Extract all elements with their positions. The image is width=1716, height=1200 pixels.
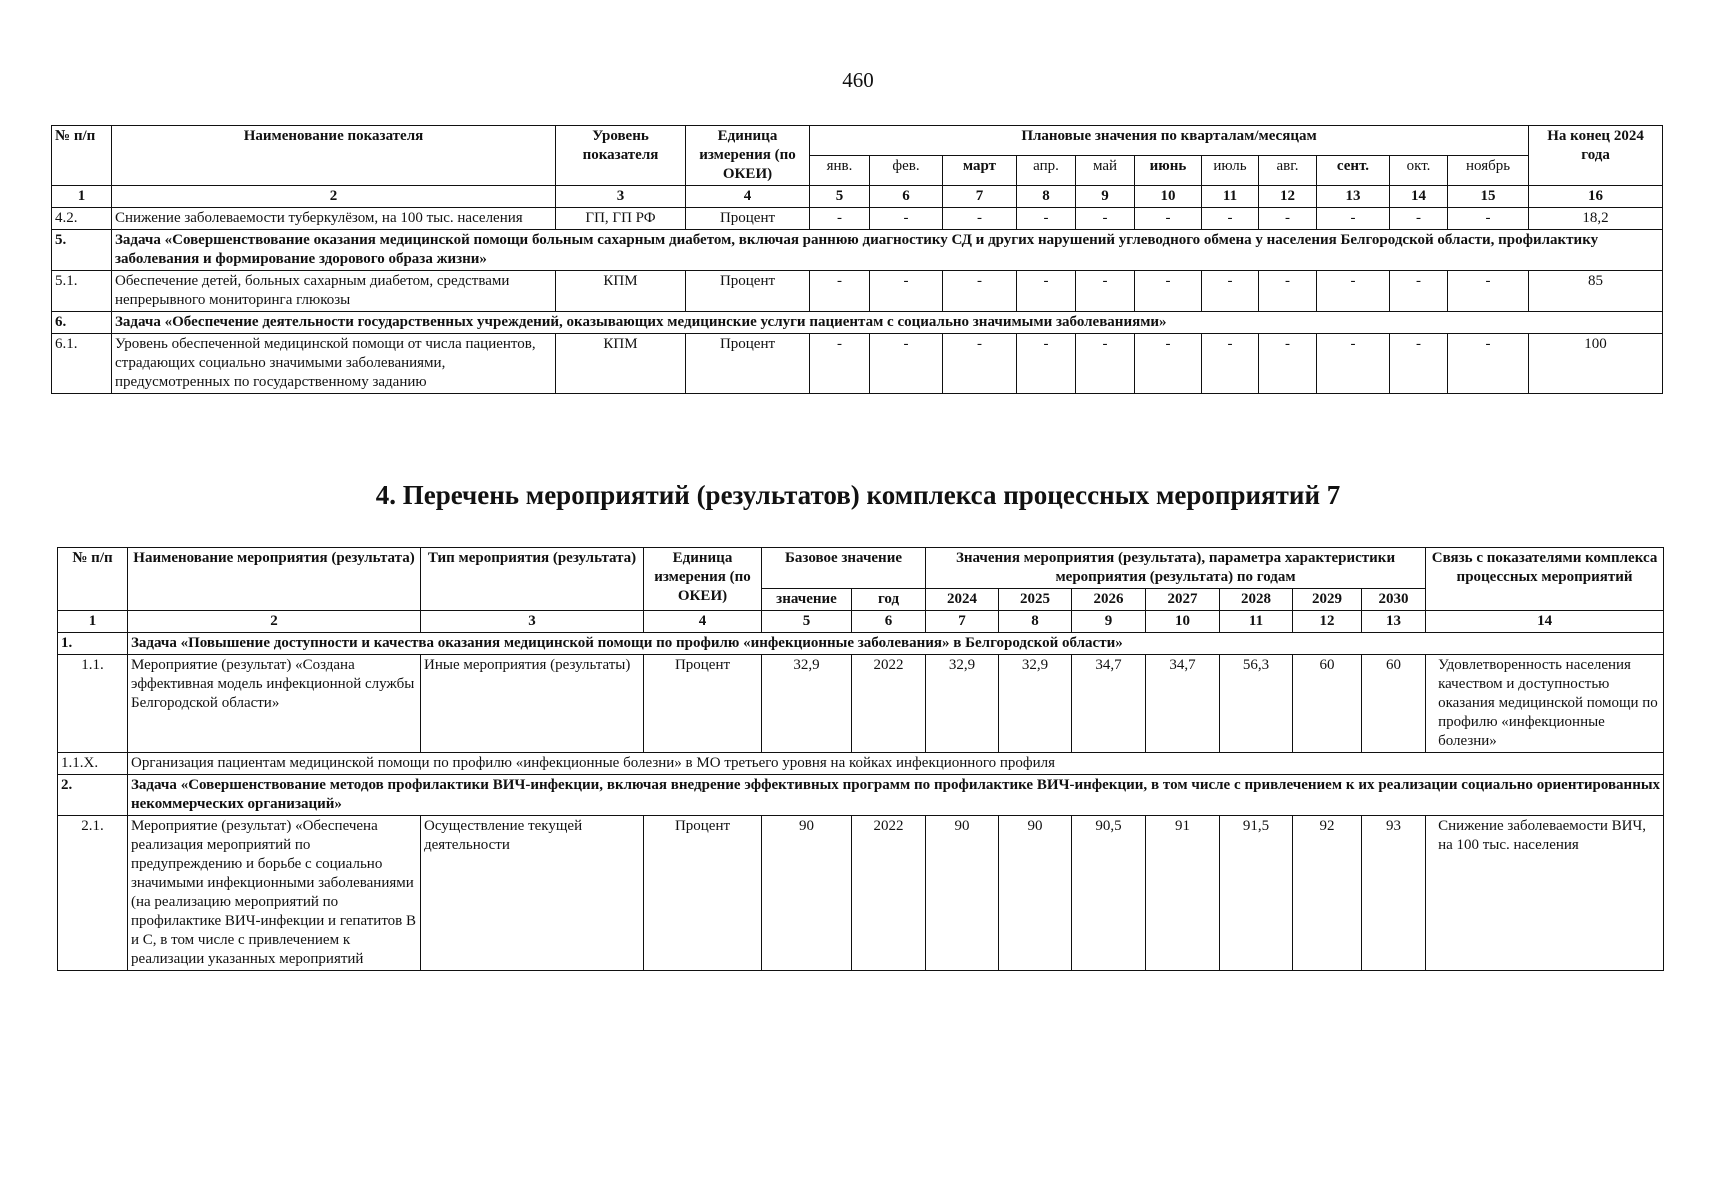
column-number: 1 bbox=[52, 186, 112, 208]
month-value: - bbox=[870, 334, 943, 394]
column-number: 8 bbox=[1017, 186, 1076, 208]
row-number: 1.1. bbox=[58, 655, 128, 753]
year-header: 2028 bbox=[1220, 589, 1293, 611]
column-number: 12 bbox=[1293, 611, 1362, 633]
month-value: - bbox=[1317, 208, 1390, 230]
month-value: - bbox=[1390, 271, 1448, 312]
month-value: - bbox=[1076, 208, 1135, 230]
month-value: - bbox=[1448, 208, 1529, 230]
month-header: сент. bbox=[1317, 156, 1390, 186]
column-number: 11 bbox=[1220, 611, 1293, 633]
column-number: 7 bbox=[926, 611, 999, 633]
task-text: Задача «Совершенствование методов профилактики ВИЧ-инфекции, включая внедрение эффективных программ по профилактике ВИЧ-инфекции, в том числе с привлечением к их реализации социально ориентированных некоммерческих организаций» bbox=[128, 775, 1664, 816]
base-value-subheader: значение bbox=[762, 589, 852, 611]
year-header: 2030 bbox=[1362, 589, 1426, 611]
column-number: 8 bbox=[999, 611, 1072, 633]
page-number: 460 bbox=[842, 68, 874, 92]
task-text: Задача «Обеспечение деятельности государственных учреждений, оказывающих медицинские услуги пациентам с социально значимыми заболеваниями» bbox=[112, 312, 1663, 334]
year-value: 60 bbox=[1293, 655, 1362, 753]
col-unit-header: Единица измерения (по ОКЕИ) bbox=[644, 548, 762, 611]
month-value: - bbox=[870, 271, 943, 312]
column-number: 4 bbox=[686, 186, 810, 208]
row-number: 5.1. bbox=[52, 271, 112, 312]
activity-name: Мероприятие (результат) «Создана эффективная модель инфекционной службы Белгородской области» bbox=[128, 655, 421, 753]
col-name-header: Наименование показателя bbox=[112, 126, 556, 186]
activities-table bbox=[57, 547, 1664, 971]
column-numbers-row bbox=[52, 186, 1663, 208]
header-row bbox=[52, 126, 1663, 156]
year-value: 92 bbox=[1293, 816, 1362, 971]
indicator-unit: Процент bbox=[686, 334, 810, 394]
month-header: ноябрь bbox=[1448, 156, 1529, 186]
row-number: 1. bbox=[58, 633, 128, 655]
task-row bbox=[58, 633, 1664, 655]
activity-row bbox=[58, 655, 1664, 753]
column-number: 5 bbox=[762, 611, 852, 633]
row-number: 6.1. bbox=[52, 334, 112, 394]
month-value: - bbox=[1017, 208, 1076, 230]
linked-indicator: Снижение заболеваемости ВИЧ, на 100 тыс. населения bbox=[1426, 816, 1664, 971]
month-header: март bbox=[943, 156, 1017, 186]
linked-indicator: Удовлетворенность населения качеством и доступностью оказания медицинской помощи по профилю «инфекционные болезни» bbox=[1426, 655, 1664, 753]
end-of-year-value: 18,2 bbox=[1529, 208, 1663, 230]
column-number: 11 bbox=[1202, 186, 1259, 208]
year-value: 90,5 bbox=[1072, 816, 1146, 971]
month-value: - bbox=[1017, 271, 1076, 312]
year-value: 90 bbox=[926, 816, 999, 971]
activity-name: Мероприятие (результат) «Обеспечена реализация мероприятий по предупреждению и борьбе с социально значимыми инфекционными заболеваниями (на реализацию мероприятий по профилактике ВИЧ-инфекции и гепатитов В и С, в том числе с привлечением к реализации указанных мероприятий bbox=[128, 816, 421, 971]
month-value: - bbox=[943, 271, 1017, 312]
month-value: - bbox=[1259, 271, 1317, 312]
month-value: - bbox=[1259, 334, 1317, 394]
indicator-unit: Процент bbox=[686, 271, 810, 312]
column-number: 2 bbox=[112, 186, 556, 208]
task-row bbox=[52, 312, 1663, 334]
month-value: - bbox=[1317, 334, 1390, 394]
row-number: 6. bbox=[52, 312, 112, 334]
month-header: июль bbox=[1202, 156, 1259, 186]
month-value: - bbox=[1202, 334, 1259, 394]
activity-unit: Процент bbox=[644, 816, 762, 971]
col-end-header: На конец 2024 года bbox=[1529, 126, 1663, 186]
column-number: 2 bbox=[128, 611, 421, 633]
month-value: - bbox=[1390, 334, 1448, 394]
col-type-header: Тип мероприятия (результата) bbox=[421, 548, 644, 611]
year-value: 32,9 bbox=[926, 655, 999, 753]
task-row bbox=[58, 775, 1664, 816]
base-year-subheader: год bbox=[852, 589, 926, 611]
indicator-name: Снижение заболеваемости туберкулёзом, на 100 тыс. населения bbox=[112, 208, 556, 230]
row-number: 2.1. bbox=[58, 816, 128, 971]
column-number: 16 bbox=[1529, 186, 1663, 208]
col-name-header: Наименование мероприятия (результата) bbox=[128, 548, 421, 611]
month-value: - bbox=[1135, 271, 1202, 312]
month-value: - bbox=[870, 208, 943, 230]
note-row bbox=[58, 753, 1664, 775]
column-number: 5 bbox=[810, 186, 870, 208]
month-value: - bbox=[1202, 208, 1259, 230]
year-value: 56,3 bbox=[1220, 655, 1293, 753]
month-header: янв. bbox=[810, 156, 870, 186]
activity-type: Иные мероприятия (результаты) bbox=[421, 655, 644, 753]
month-value: - bbox=[1317, 271, 1390, 312]
indicator-name: Обеспечение детей, больных сахарным диабетом, средствами непрерывного мониторинга глюкозы bbox=[112, 271, 556, 312]
indicator-unit: Процент bbox=[686, 208, 810, 230]
base-value-header: Базовое значение bbox=[762, 548, 926, 589]
indicator-level: ГП, ГП РФ bbox=[556, 208, 686, 230]
year-value: 91,5 bbox=[1220, 816, 1293, 971]
row-number: 2. bbox=[58, 775, 128, 816]
column-number: 3 bbox=[421, 611, 644, 633]
month-value: - bbox=[1076, 334, 1135, 394]
column-number: 10 bbox=[1135, 186, 1202, 208]
year-value: 60 bbox=[1362, 655, 1426, 753]
end-of-year-value: 85 bbox=[1529, 271, 1663, 312]
planned-values-header: Плановые значения по кварталам/месяцам bbox=[810, 126, 1529, 156]
col-link-header: Связь с показателями комплекса процессных мероприятий bbox=[1426, 548, 1664, 611]
note-text: Организация пациентам медицинской помощи по профилю «инфекционные болезни» в МО третьего уровня на койках инфекционного профиля bbox=[128, 753, 1664, 775]
year-value: 34,7 bbox=[1146, 655, 1220, 753]
year-header: 2025 bbox=[999, 589, 1072, 611]
base-value: 32,9 bbox=[762, 655, 852, 753]
column-number: 14 bbox=[1390, 186, 1448, 208]
month-value: - bbox=[1017, 334, 1076, 394]
indicator-name: Уровень обеспеченной медицинской помощи от числа пациентов, страдающих социально значимыми заболеваниями, предусмотренных по государственному заданию bbox=[112, 334, 556, 394]
month-value: - bbox=[1135, 334, 1202, 394]
indicator-row bbox=[52, 271, 1663, 312]
month-header: авг. bbox=[1259, 156, 1317, 186]
task-text: Задача «Совершенствование оказания медицинской помощи больным сахарным диабетом, включая раннюю диагностику СД и других нарушений углеводного обмена у населения Белгородской области, профилактику заболевания и формирование здорового образа жизни» bbox=[112, 230, 1663, 271]
month-value: - bbox=[810, 208, 870, 230]
month-value: - bbox=[1259, 208, 1317, 230]
column-number: 6 bbox=[870, 186, 943, 208]
activity-type: Осуществление текущей деятельности bbox=[421, 816, 644, 971]
values-by-year-header: Значения мероприятия (результата), параметра характеристики мероприятия (результата) по годам bbox=[926, 548, 1426, 589]
column-number: 6 bbox=[852, 611, 926, 633]
month-value: - bbox=[943, 208, 1017, 230]
col-num-header: № п/п bbox=[58, 548, 128, 611]
month-header: окт. bbox=[1390, 156, 1448, 186]
year-header: 2027 bbox=[1146, 589, 1220, 611]
col-num-header: № п/п bbox=[52, 126, 112, 186]
year-value: 90 bbox=[999, 816, 1072, 971]
column-number: 4 bbox=[644, 611, 762, 633]
year-value: 91 bbox=[1146, 816, 1220, 971]
year-header: 2024 bbox=[926, 589, 999, 611]
year-value: 34,7 bbox=[1072, 655, 1146, 753]
month-value: - bbox=[1202, 271, 1259, 312]
month-header: июнь bbox=[1135, 156, 1202, 186]
column-number: 13 bbox=[1317, 186, 1390, 208]
column-number: 13 bbox=[1362, 611, 1426, 633]
row-number: 4.2. bbox=[52, 208, 112, 230]
indicator-row bbox=[52, 334, 1663, 394]
base-value: 90 bbox=[762, 816, 852, 971]
end-of-year-value: 100 bbox=[1529, 334, 1663, 394]
indicator-level: КПМ bbox=[556, 334, 686, 394]
column-number: 9 bbox=[1072, 611, 1146, 633]
activity-unit: Процент bbox=[644, 655, 762, 753]
column-number: 10 bbox=[1146, 611, 1220, 633]
month-header: фев. bbox=[870, 156, 943, 186]
month-header: апр. bbox=[1017, 156, 1076, 186]
year-header: 2029 bbox=[1293, 589, 1362, 611]
column-number: 14 bbox=[1426, 611, 1664, 633]
year-header: 2026 bbox=[1072, 589, 1146, 611]
base-year: 2022 bbox=[852, 655, 926, 753]
section-title: 4. Перечень мероприятий (результатов) комплекса процессных мероприятий 7 bbox=[375, 480, 1341, 510]
month-value: - bbox=[1076, 271, 1135, 312]
year-value: 93 bbox=[1362, 816, 1426, 971]
column-number: 7 bbox=[943, 186, 1017, 208]
column-number: 3 bbox=[556, 186, 686, 208]
task-text: Задача «Повышение доступности и качества оказания медицинской помощи по профилю «инфекционные заболевания» в Белгородской области» bbox=[128, 633, 1664, 655]
month-value: - bbox=[810, 271, 870, 312]
month-value: - bbox=[943, 334, 1017, 394]
month-value: - bbox=[1448, 334, 1529, 394]
month-header: май bbox=[1076, 156, 1135, 186]
col-level-header: Уровень показателя bbox=[556, 126, 686, 186]
column-number: 9 bbox=[1076, 186, 1135, 208]
task-row bbox=[52, 230, 1663, 271]
indicator-level: КПМ bbox=[556, 271, 686, 312]
month-value: - bbox=[1390, 208, 1448, 230]
column-number: 12 bbox=[1259, 186, 1317, 208]
column-numbers-row bbox=[58, 611, 1664, 633]
column-number: 15 bbox=[1448, 186, 1529, 208]
year-value: 32,9 bbox=[999, 655, 1072, 753]
row-number: 5. bbox=[52, 230, 112, 271]
activity-row bbox=[58, 816, 1664, 971]
header-row bbox=[58, 548, 1664, 589]
month-value: - bbox=[810, 334, 870, 394]
col-unit-header: Единица измерения (по ОКЕИ) bbox=[686, 126, 810, 186]
row-number: 1.1.X. bbox=[58, 753, 128, 775]
indicators-table bbox=[51, 125, 1663, 394]
indicator-row bbox=[52, 208, 1663, 230]
base-year: 2022 bbox=[852, 816, 926, 971]
column-number: 1 bbox=[58, 611, 128, 633]
month-value: - bbox=[1448, 271, 1529, 312]
month-value: - bbox=[1135, 208, 1202, 230]
